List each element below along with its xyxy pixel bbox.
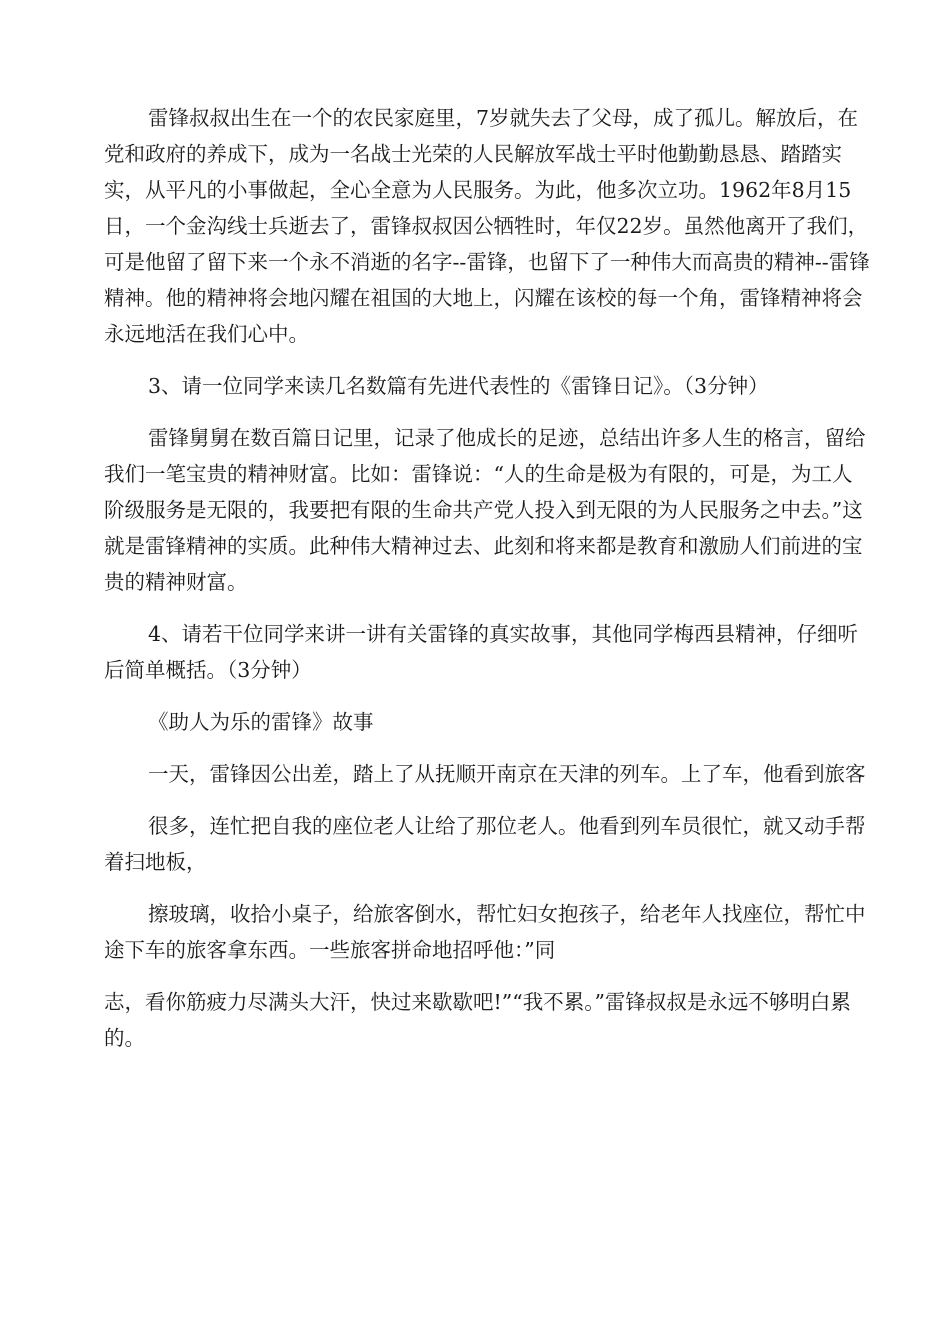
paragraph-biography: 雷锋叔叔出生在一个的农民家庭里，7岁就失去了父母，成了孤儿。解放后，在党和政府的养成下，成为一名战士光荣的人民解放军战士平时他勤勤恳恳、踏踏实实，从平凡的小事做起，全心全意为人民服务。为此，他多次立功。1962年8月15日，一个金沟线士兵逝去了，雷锋叔叔因公牺牲时，年仅22岁。虽然他离开了我们，可是他留了留下来一个永不消逝的名字--雷锋，也留下了一种伟大而高贵的精神--雷锋精神。他的精神将会地闪耀在祖国的大地上，闪耀在该校的每一个角，雷锋精神将会永远地活在我们心中。 [104, 106, 870, 346]
paragraph-diary-summary: 雷锋舅舅在数百篇日记里，记录了他成长的足迹，总结出许多人生的格言，留给我们一笔宝贵的精神财富。比如：雷锋说：“人的生命是极为有限的，可是，为工人阶级服务是无限的，我要把有限的生命共产党人投入到无限的为人民服务之中去。”这就是雷锋精神的实质。此种伟大精神过去、此刻和将来都是教育和激励人们前进的宝贵的精神财富。 [104, 426, 866, 594]
paragraph-story-2: 很多，连忙把自我的座位老人让给了那位老人。他看到列车员很忙，就又动手帮着扫地板， [104, 814, 866, 874]
story-title: 《助人为乐的雷锋》故事 [148, 710, 374, 734]
paragraph-item-3: 3、请一位同学来读几名数篇有先进代表性的《雷锋日记》。（3分钟） [148, 374, 769, 398]
paragraph-item-4: 4、请若干位同学来讲一讲有关雷锋的真实故事，其他同学梅西县精神，仔细听后简单概括。（3分钟） [104, 622, 859, 682]
paragraph-story-4: 志，看你筋疲力尽满头大汗，快过来歇歇吧!”“我不累。”雷锋叔叔是永远不够明白累的。 [104, 990, 851, 1050]
paragraph-story-1: 一天，雷锋因公出差，踏上了从抚顺开南京在天津的列车。上了车，他看到旅客 [148, 762, 866, 786]
paragraph-story-3: 擦玻璃，收拾小桌子，给旅客倒水，帮忙妇女抱孩子，给老年人找座位，帮忙中途下车的旅客拿东西。一些旅客拼命地招呼他：”同 [104, 902, 866, 962]
